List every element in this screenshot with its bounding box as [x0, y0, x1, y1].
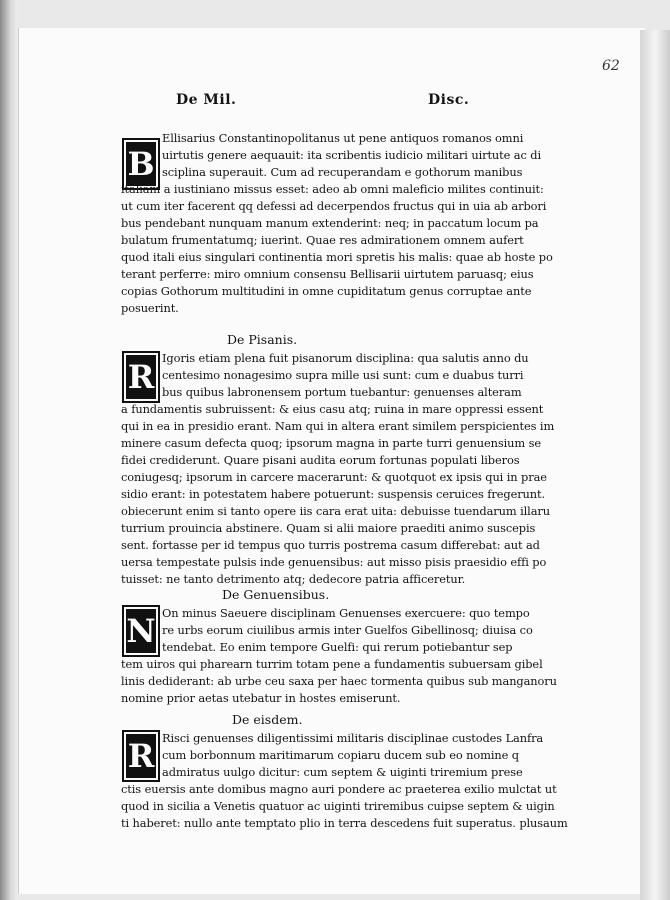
section-heading: De Genuensibus.	[222, 587, 330, 602]
text-line: tendebat. Eo enim tempore Guelfi: qui rerum potiebantur sep	[162, 640, 513, 654]
text-line: quod in sicilia a Venetis quatuor ac uiginti triremibus cuipse septem & uigin	[121, 799, 555, 813]
decorated-initial	[122, 605, 160, 657]
text-line: centesimo nonagesimo supra mille usi sunt: cum e duabus turri	[162, 368, 524, 382]
text-line: uirtutis genere aequauit: ita scribentis iudicio militari uirtute ac di	[162, 148, 542, 162]
text-line: nomine prior aetas utebatur in hostes emiserunt.	[121, 691, 401, 705]
text-line: tuisset: ne tanto detrimento atq; dedecore patria afficeretur.	[121, 572, 466, 586]
text-line: Ellisarius Constantinopolitanus ut pene antiquos romanos omni	[162, 131, 524, 145]
text-line: coniugesq; ipsorum in carcere macerarunt: & quotquot ex ipsis qui in prae	[121, 470, 547, 484]
text-line: tem uiros qui pharearn turrim totam pene a fundamentis subuersam gibel	[121, 657, 543, 671]
text-line: linis dediderant: ab urbe ceu saxa per haec tormenta quibus sub manganoru	[121, 674, 557, 688]
initial-letter: R	[127, 358, 155, 396]
text-line: On minus Saeuere disciplinam Genuenses exercuere: quo tempo	[162, 606, 530, 620]
text-line: a fundamentis subruissent: & eius casu atq; ruina in mare oppressi essent	[121, 402, 544, 416]
text-line: bulatum frumentatumq; iuerint. Quae res admirationem omnem aufert	[121, 233, 524, 247]
text-line: posuerint.	[121, 301, 179, 315]
text-line: cum borbonnum maritimarum copiaru ducem sub eo nomine q	[162, 748, 519, 762]
text-line: Risci genuenses diligentissimi militaris disciplinae custodes Lanfra	[162, 731, 544, 745]
text-line: italiam a iustiniano missus esset: adeo ab omni maleficio milites continuit:	[121, 182, 544, 196]
section-heading: De Pisanis.	[227, 332, 298, 347]
text-line: fidei crediderunt. Quare pisani audita eorum fortunas populati liberos	[121, 453, 520, 467]
page-edge-shadow	[640, 30, 670, 900]
text-line: admiratus uulgo dicitur: cum septem & uiginti triremium prese	[162, 765, 523, 779]
text-line: re urbs eorum ciuilibus armis inter Guelfos Gibellinosq; diuisa co	[162, 623, 533, 637]
decorated-initial	[122, 730, 160, 782]
initial-letter: R	[127, 737, 155, 775]
text-line: sent. fortasse per id tempus quo turris postrema casum differebat: aut ad	[121, 538, 540, 552]
text-line: qui in ea in presidio erant. Nam qui in altera erant similem perspicientes im	[121, 419, 555, 433]
text-line: ctis euersis ante domibus magno auri pondere ac praeterea exilio mulctat ut	[121, 782, 557, 796]
decorated-initial	[122, 351, 160, 403]
text-line: Igoris etiam plena fuit pisanorum disciplina: qua salutis anno du	[162, 351, 529, 365]
folio-number: 62	[602, 58, 620, 74]
initial-letter: B	[127, 145, 155, 183]
text-line: ut cum iter facerent qq defessi ad decerpendos fructus qui in uia ab arbori	[121, 199, 547, 213]
text-line: sciplina superauit. Cum ad recuperandam e gothorum manibus	[162, 165, 523, 179]
text-line: terant perferre: miro omnium consensu Bellisarii uirtutem paruasq; eius	[121, 267, 534, 281]
text-line: ti haberet: nullo ante temptato plio in terra descedens fuit superatus. plusaum	[121, 816, 568, 830]
running-head-left: De Mil.	[176, 92, 237, 108]
initial-letter: N	[126, 612, 156, 650]
running-head-right: Disc.	[428, 92, 470, 108]
text-line: quod itali eius singulari continentia mori spretis his malis: quae ab hoste po	[121, 250, 553, 264]
binding-gutter	[0, 0, 18, 900]
text-line: turrium prouincia abstinere. Quam si alii maiore praediti animo suscepis	[121, 521, 536, 535]
text-line: obiecerunt enim si tanto opere iis cara erat uita: debuisse tuendarum illaru	[121, 504, 550, 518]
text-line: bus pendebant nunquam manum extenderint: neq; in paccatum locum pa	[121, 216, 539, 230]
text-line: sidio erant: in potestatem habere potuerunt: suspensis ceruices fregerunt.	[121, 487, 546, 501]
text-line: copias Gothorum multitudini in omne cupiditatum genus corruptae ante	[121, 284, 532, 298]
text-line: bus quibus labronensem portum tuebantur: genuenses alteram	[162, 385, 522, 399]
text-line: uersa tempestate pulsis inde genuensibus: aut misso pisis praesidio effi po	[121, 555, 547, 569]
text-line: minere casum defecta quoq; ipsorum magna in parte turri genuensium se	[121, 436, 542, 450]
section-heading: De eisdem.	[232, 712, 303, 727]
